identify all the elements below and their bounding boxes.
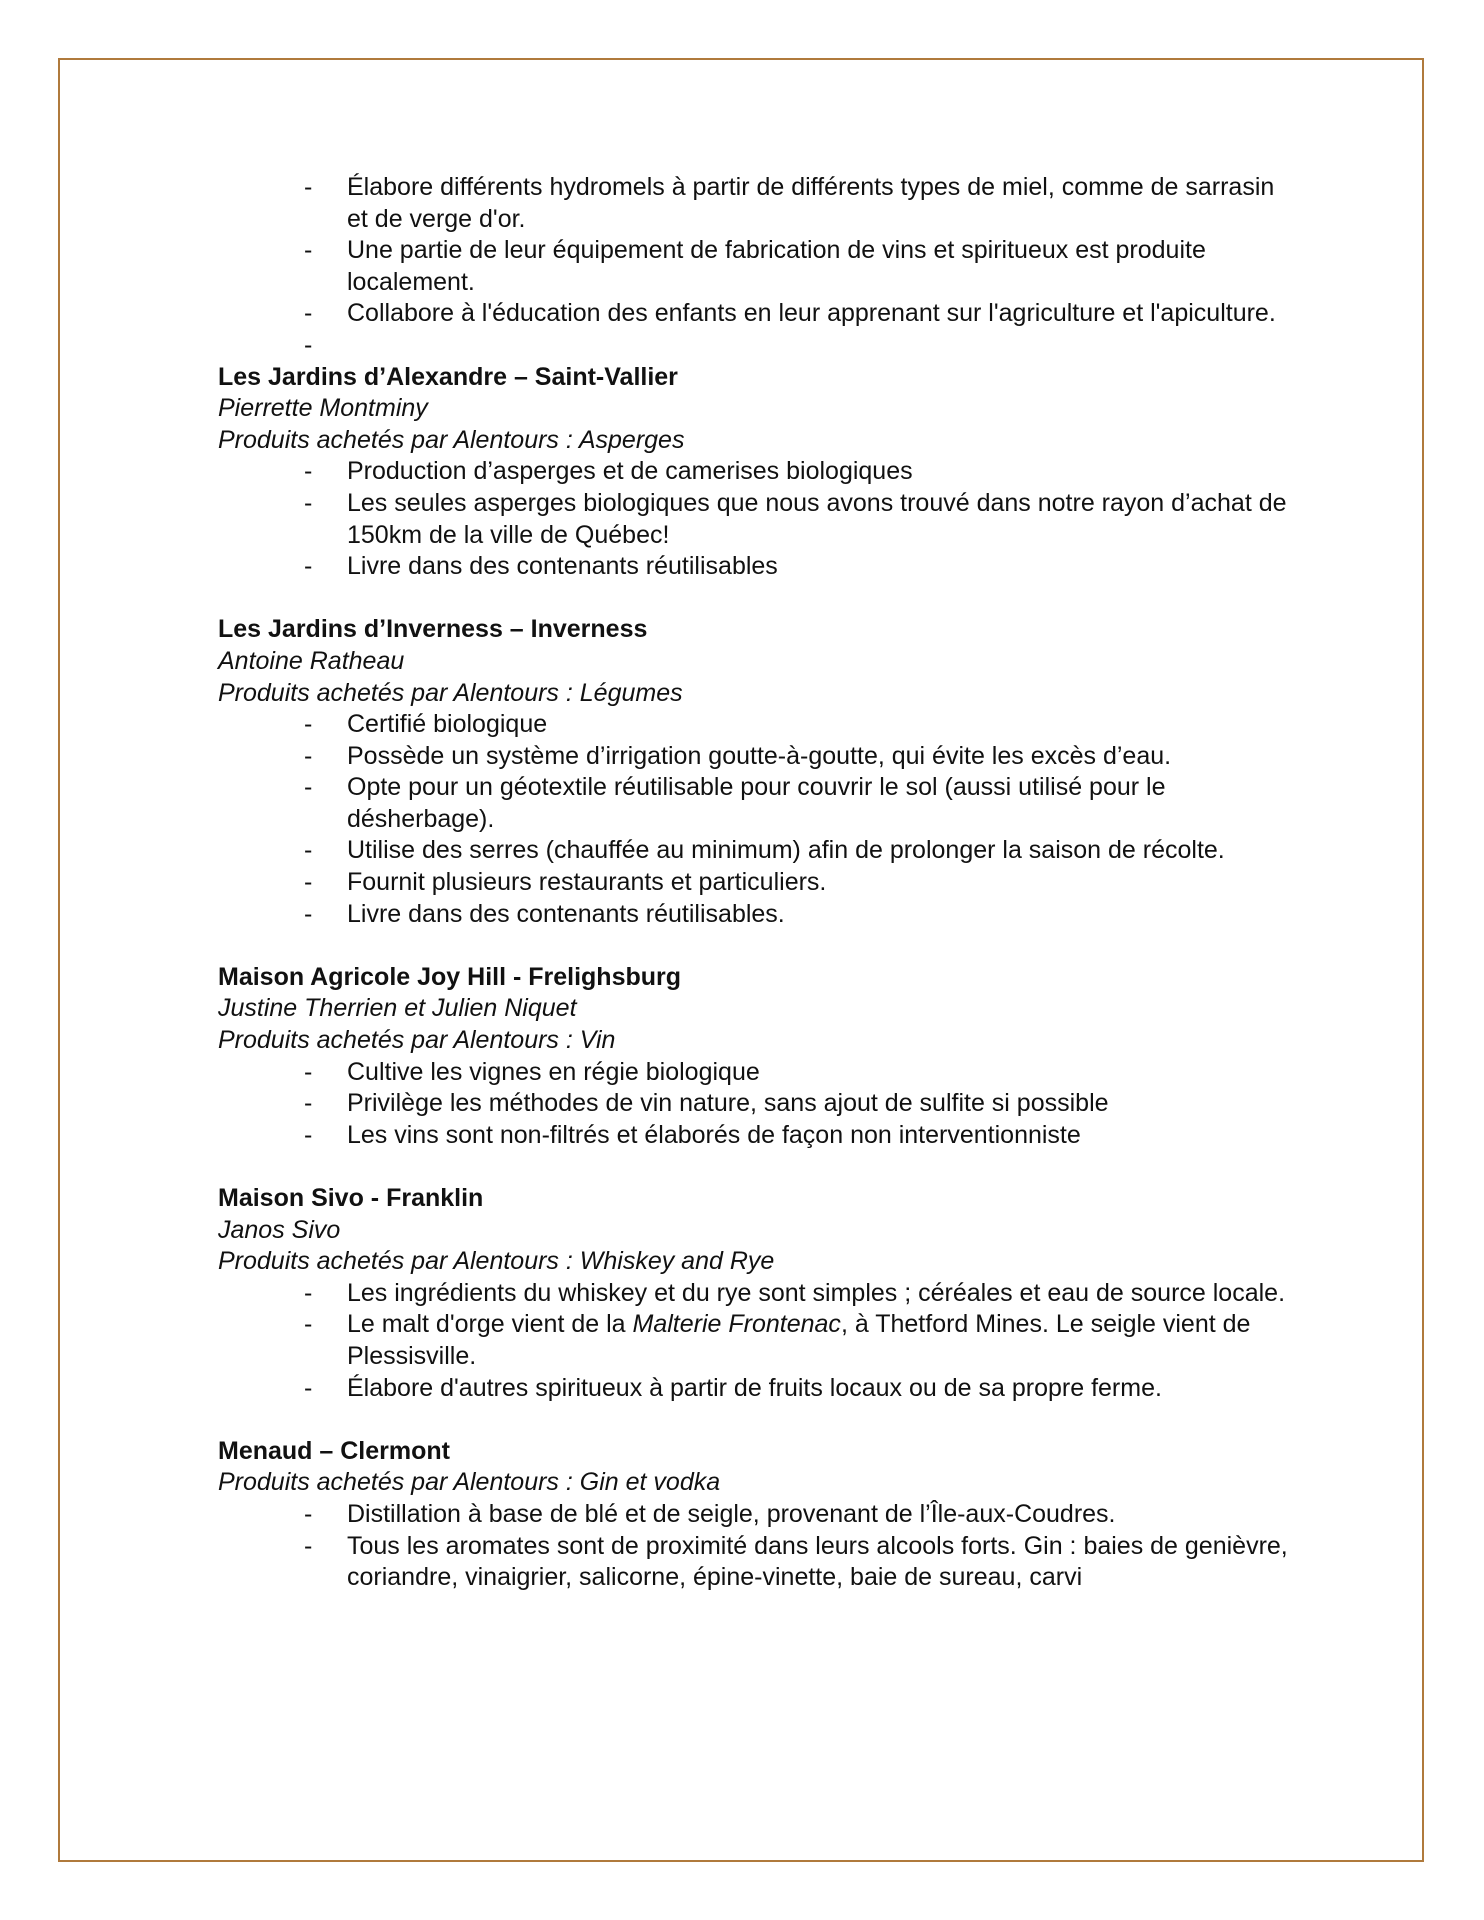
producer-heading: Menaud – Clermont bbox=[218, 1436, 450, 1465]
dash-bullet-icon: - bbox=[304, 836, 313, 865]
list-item: - Certifié biologique bbox=[218, 709, 1288, 741]
list-item: - Les seules asperges biologiques que nous avons trouvé dans notre rayon d’achat de 150km de la ville de Québec! bbox=[304, 488, 1287, 549]
dash-bullet-icon: - bbox=[304, 868, 313, 897]
section-spacer bbox=[218, 1404, 1288, 1436]
producer-heading: Maison Agricole Joy Hill - Frelighsburg bbox=[218, 962, 682, 991]
products-purchased: Produits achetés par Alentours : Whiskey and Rye bbox=[218, 1247, 775, 1276]
list-item: - Distillation à base de blé et de seigle, provenant de l’Île-aux-Coudres. bbox=[218, 1499, 1288, 1531]
producer-bullet-list bbox=[218, 1057, 1288, 1152]
dash-bullet-icon: - bbox=[304, 1531, 313, 1560]
list-item: - Opte pour un géotextile réutilisable pour couvrir le sol (aussi utilisé pour le désherbage). bbox=[304, 773, 1166, 833]
products-purchased: Produits achetés par Alentours : Asperges bbox=[218, 425, 685, 454]
dash-bullet-icon: - bbox=[304, 552, 313, 581]
producer-section bbox=[218, 614, 1288, 930]
list-item: - Les ingrédients du whiskey et du rye sont simples ; céréales et eau de source locale. bbox=[218, 1278, 1288, 1310]
producer-owner: Justine Therrien et Julien Niquet bbox=[218, 994, 577, 1023]
empty-list-item bbox=[218, 330, 1288, 362]
list-item: - Tous les aromates sont de proximité dans leurs alcools forts. Gin : baies de genièvre, coriandre, vinaigrier, salicorne, épine-vinette, baie de sureau, carvi bbox=[304, 1531, 1288, 1592]
products-purchased: Produits achetés par Alentours : Légumes bbox=[218, 678, 683, 707]
producer-bullet-list bbox=[218, 709, 1288, 930]
producer-owner: Janos Sivo bbox=[218, 1215, 341, 1244]
products-purchased: Produits achetés par Alentours : Gin et vodka bbox=[218, 1468, 721, 1497]
producer-heading: Maison Sivo - Franklin bbox=[218, 1184, 484, 1212]
dash-bullet-icon: - bbox=[304, 1057, 313, 1086]
producer-section bbox=[218, 1436, 1288, 1594]
list-item: - Élabore différents hydromels à partir de différents types de miel, comme de sarrasin et de verge d'or. bbox=[304, 173, 1275, 233]
producer-section bbox=[218, 362, 1288, 583]
producer-bullet-list bbox=[218, 456, 1288, 582]
list-item: - Fournit plusieurs restaurants et particuliers. bbox=[218, 867, 1288, 899]
dash-bullet-icon: - bbox=[304, 1310, 313, 1339]
dash-bullet-icon: - bbox=[304, 1120, 313, 1149]
dash-bullet-icon: - bbox=[304, 741, 313, 770]
list-item: - Production d’asperges et de camerises biologiques bbox=[218, 456, 1288, 488]
dash-bullet-icon: - bbox=[304, 236, 313, 265]
producer-bullet-list bbox=[218, 1278, 1288, 1404]
document-content bbox=[218, 172, 1288, 1594]
list-item: - Livre dans des contenants réutilisables. bbox=[218, 899, 1288, 931]
dash-bullet-icon: - bbox=[304, 710, 313, 739]
dash-bullet-icon: - bbox=[304, 773, 313, 802]
dash-bullet-icon: - bbox=[304, 488, 313, 517]
dash-bullet-icon: - bbox=[304, 330, 313, 359]
section-spacer bbox=[218, 930, 1288, 962]
section-spacer bbox=[218, 1151, 1288, 1183]
dash-bullet-icon: - bbox=[304, 299, 313, 328]
producer-section bbox=[218, 962, 1288, 1152]
list-item: - Une partie de leur équipement de fabrication de vins et spiritueux est produite localement. bbox=[304, 236, 1206, 296]
list-item: - Les vins sont non-filtrés et élaborés de façon non interventionniste bbox=[218, 1120, 1288, 1152]
dash-bullet-icon: - bbox=[304, 173, 313, 201]
producer-heading: Les Jardins d’Alexandre – Saint-Vallier bbox=[218, 362, 678, 391]
list-item: - Possède un système d’irrigation goutte-à-goutte, qui évite les excès d’eau. bbox=[218, 741, 1288, 773]
list-item: - Cultive les vignes en régie biologique bbox=[218, 1057, 1288, 1089]
intro-bullet-list bbox=[218, 172, 1288, 362]
dash-bullet-icon: - bbox=[304, 1373, 313, 1402]
dash-bullet-icon: - bbox=[304, 1499, 313, 1528]
dash-bullet-icon: - bbox=[304, 899, 313, 928]
list-item: - Utilise des serres (chauffée au minimum) afin de prolonger la saison de récolte. bbox=[218, 835, 1288, 867]
section-spacer bbox=[218, 583, 1288, 615]
products-purchased: Produits achetés par Alentours : Vin bbox=[218, 1026, 616, 1055]
list-item: - Privilège les méthodes de vin nature, sans ajout de sulfite si possible bbox=[218, 1088, 1288, 1120]
malterie-name: Malterie Frontenac bbox=[632, 1310, 841, 1339]
producer-heading: Les Jardins d’Inverness – Inverness bbox=[218, 615, 648, 644]
list-item: - Collabore à l'éducation des enfants en leur apprenant sur l'agriculture et l'apiculture. bbox=[218, 298, 1288, 330]
producer-bullet-list bbox=[218, 1499, 1288, 1594]
producer-owner: Pierrette Montminy bbox=[218, 394, 428, 423]
dash-bullet-icon: - bbox=[304, 1089, 313, 1118]
producer-section bbox=[218, 1183, 1288, 1404]
dash-bullet-icon: - bbox=[304, 1278, 313, 1307]
producer-owner: Antoine Ratheau bbox=[218, 646, 405, 675]
dash-bullet-icon: - bbox=[304, 457, 313, 486]
list-item: - Le malt d'orge vient de la Malterie Frontenac, à Thetford Mines. Le seigle vient de Plessisville. bbox=[304, 1310, 1251, 1370]
list-item: - Élabore d'autres spiritueux à partir de fruits locaux ou de sa propre ferme. bbox=[218, 1373, 1288, 1405]
list-item: - Livre dans des contenants réutilisables bbox=[218, 551, 1288, 583]
